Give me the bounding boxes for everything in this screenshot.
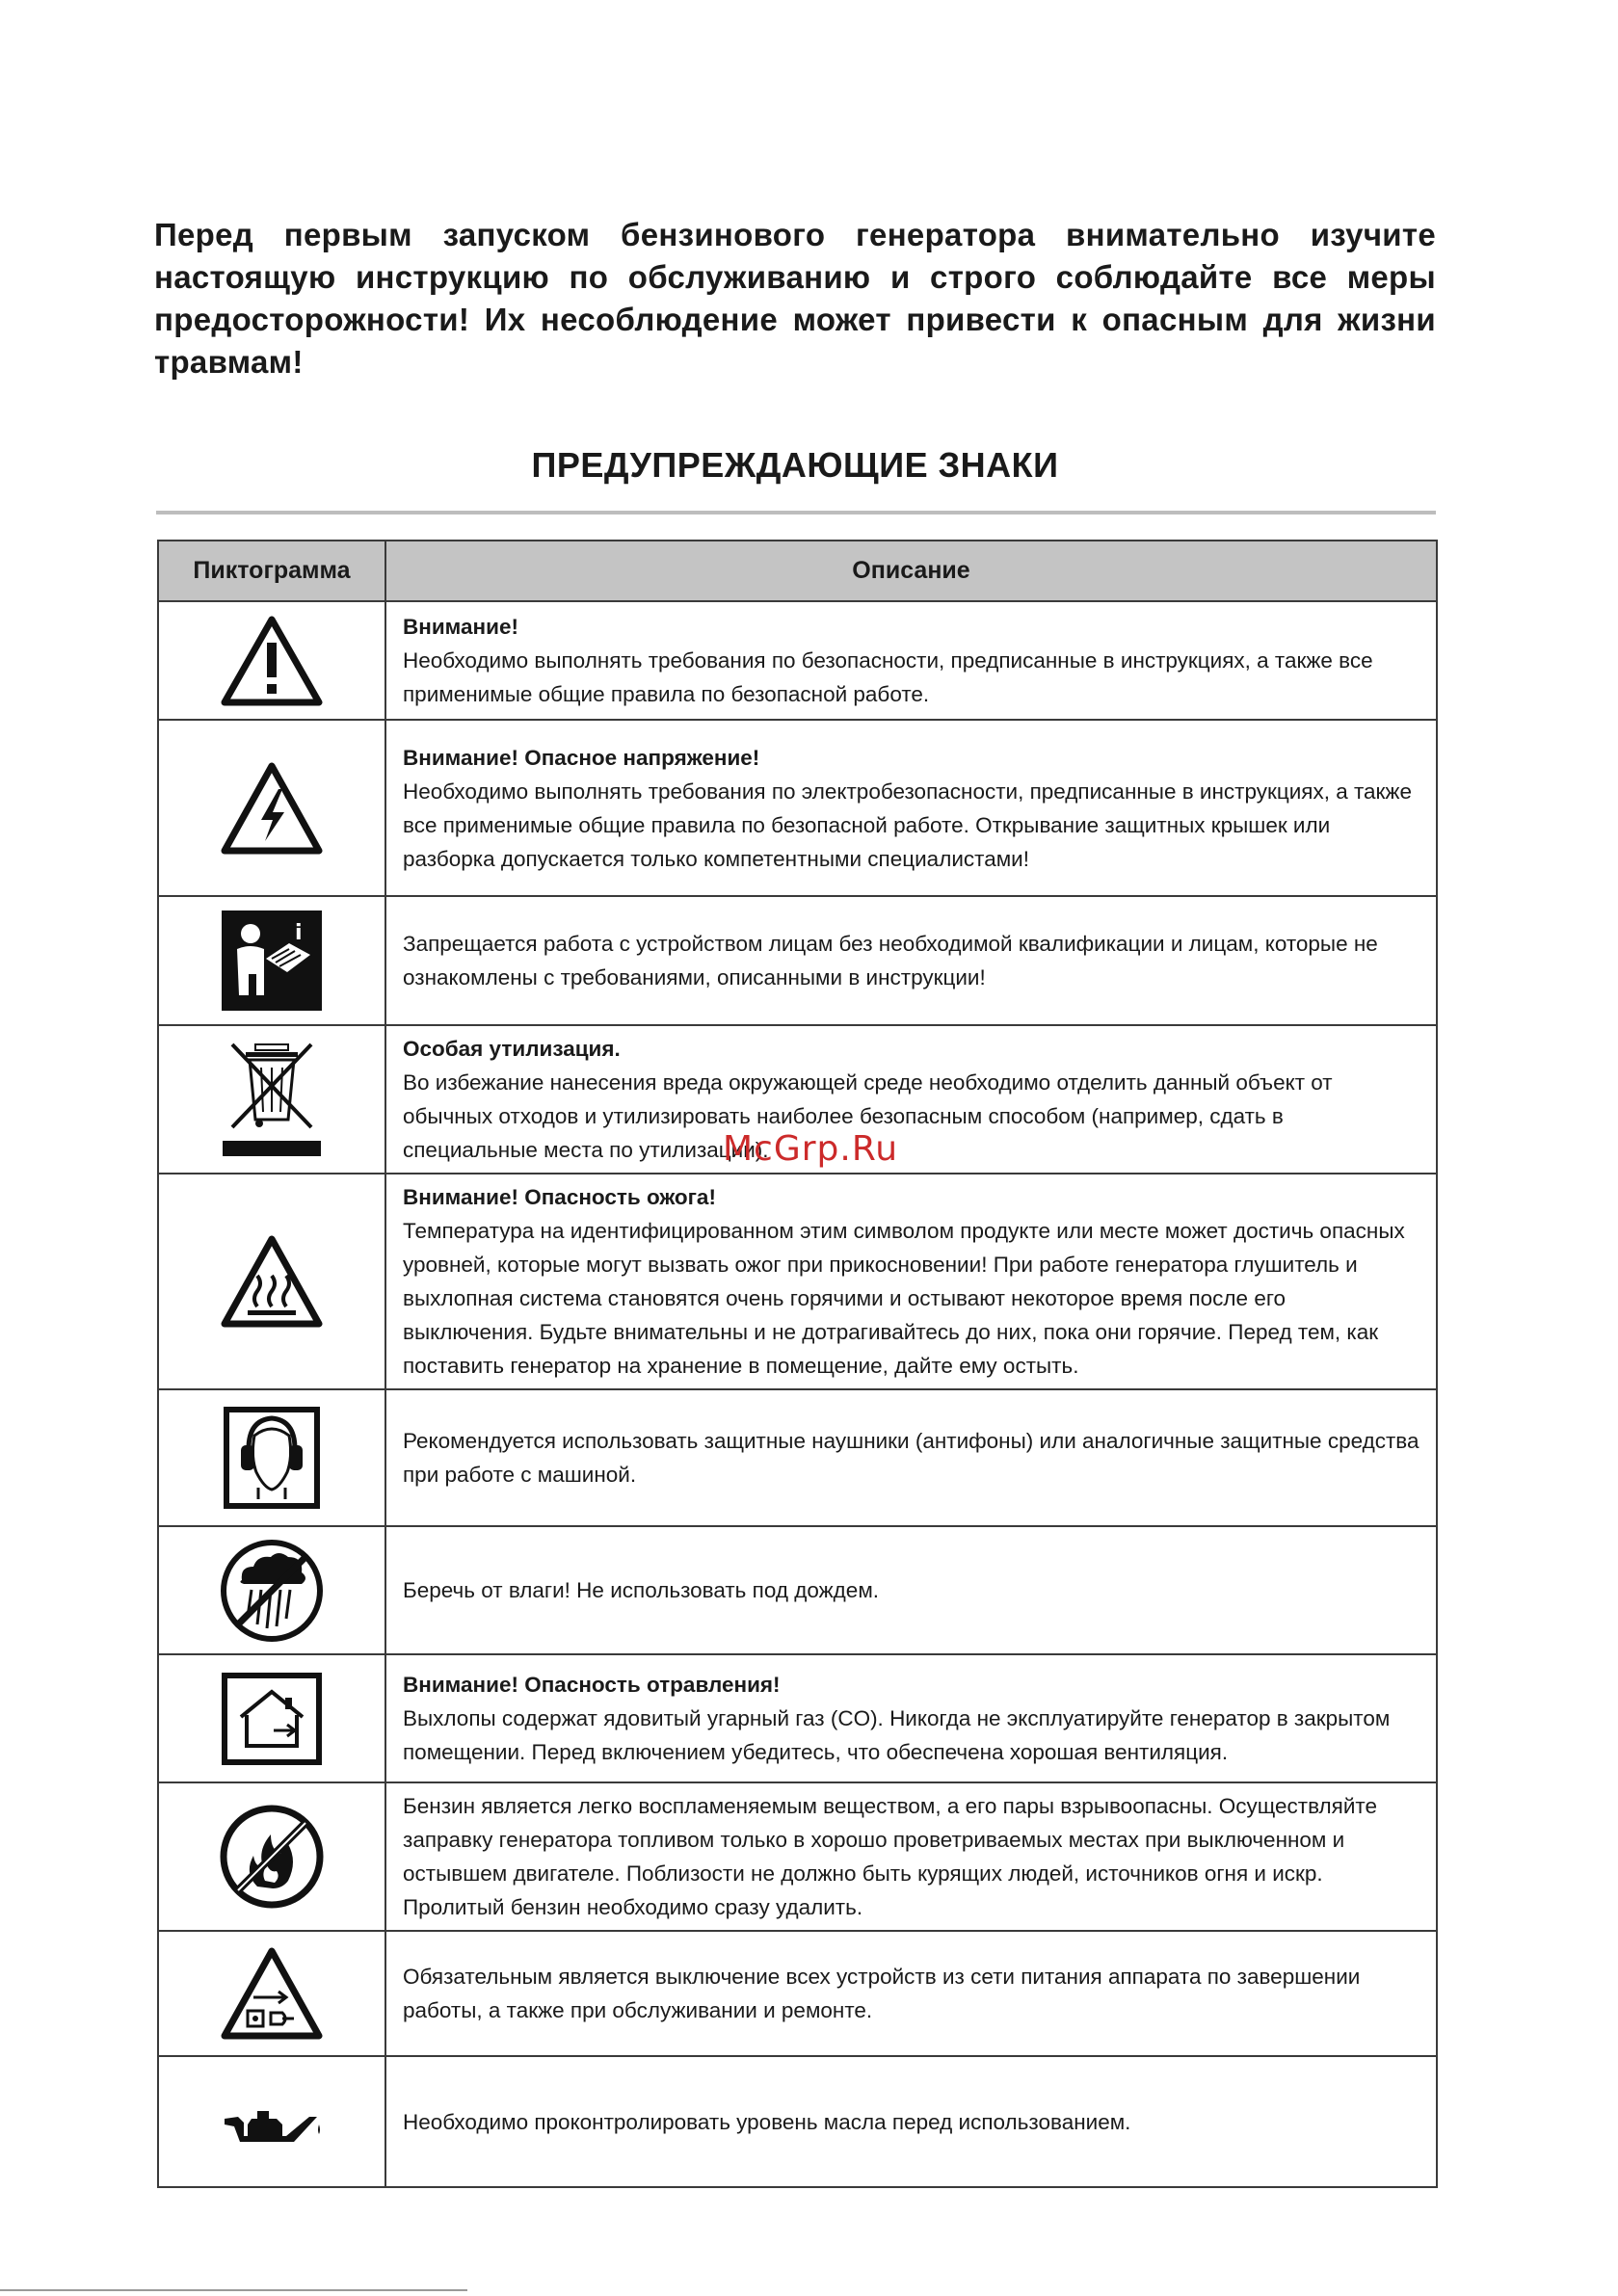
row-text: Необходимо проконтролировать уровень масла перед использованием. bbox=[403, 2109, 1131, 2134]
no-fire-icon bbox=[219, 1804, 325, 1910]
row-text: Обязательным является выключение всех устройств из сети питания аппарата по завершении работы, а также при обслуживании и ремонте. bbox=[403, 1965, 1361, 2022]
watermark: McGrp.Ru bbox=[723, 1129, 899, 1169]
row-text: Необходимо выполнять требования по электробезопасности, предписанные в инструкциях, а также все применимые общие правила по безопасной работе. Открывание защитных крышек или разборка допускается только компетентными специалистами! bbox=[403, 779, 1412, 871]
row-title: Внимание! bbox=[403, 615, 518, 639]
row-title: Внимание! Опасное напряжение! bbox=[403, 745, 760, 770]
oil-can-icon bbox=[219, 2098, 325, 2146]
table-row bbox=[158, 1654, 1437, 1782]
title-divider bbox=[156, 511, 1436, 515]
no-rain-icon bbox=[219, 1538, 325, 1644]
pictogram-cell bbox=[158, 1526, 385, 1654]
description-cell bbox=[385, 1654, 1437, 1782]
description-cell bbox=[385, 601, 1437, 720]
warning-triangle-icon bbox=[219, 614, 325, 708]
table-row bbox=[158, 896, 1437, 1025]
description-cell bbox=[385, 896, 1437, 1025]
table-row bbox=[158, 720, 1437, 896]
footer-line bbox=[0, 2289, 467, 2291]
warning-signs-table bbox=[157, 540, 1438, 2188]
row-text: Необходимо выполнять требования по безопасности, предписанные в инструкциях, а также все применимые общие правила по безопасной работе. bbox=[403, 648, 1373, 706]
read-manual-icon bbox=[222, 910, 322, 1011]
pictogram-cell bbox=[158, 1389, 385, 1526]
table-row bbox=[158, 1931, 1437, 2056]
row-text: Выхлопы содержат ядовитый угарный газ (CO). Никогда не эксплуатируйте генератор в закрытом помещении. Перед включением убедитесь, что обеспечена хорошая вентиляция. bbox=[403, 1706, 1391, 1764]
high-voltage-icon bbox=[219, 760, 325, 857]
pictogram-cell bbox=[158, 1782, 385, 1931]
description-cell bbox=[385, 1174, 1437, 1389]
header-pictogram: Пиктограмма bbox=[158, 541, 385, 601]
pictogram-cell bbox=[158, 1025, 385, 1174]
pictogram-cell bbox=[158, 2056, 385, 2187]
hot-surface-icon bbox=[219, 1233, 325, 1330]
table-row bbox=[158, 601, 1437, 720]
row-text: Бензин является легко воспламеняемым веществом, а его пары взрывоопасны. Осуществляйте заправку генератора топливом только в хорошо проветриваемых местах при выключенном и остывшем двигателе. Поблизости не должно быть курящих людей, источников огня и искр. Пролитый бензин необходимо сразу удалить. bbox=[403, 1794, 1377, 1919]
table-row bbox=[158, 1389, 1437, 1526]
description-cell bbox=[385, 1782, 1437, 1931]
description-cell bbox=[385, 2056, 1437, 2187]
row-title: Внимание! Опасность ожога! bbox=[403, 1185, 716, 1209]
description-cell bbox=[385, 1025, 1437, 1174]
intro-warning-text: Перед первым запуском бензинового генератора внимательно изучите настоящую инструкцию по обслуживанию и строго соблюдайте все меры предосторожности! Их несоблюдение может привести к опасным для жизни травмам! bbox=[154, 217, 1436, 380]
pictogram-cell bbox=[158, 896, 385, 1025]
crossed-bin-icon bbox=[219, 1039, 325, 1160]
row-title: Внимание! Опасность отравления! bbox=[403, 1673, 781, 1697]
unplug-warning-icon bbox=[219, 1945, 325, 2042]
description-cell bbox=[385, 1526, 1437, 1654]
pictogram-cell bbox=[158, 1931, 385, 2056]
svg-text:i: i bbox=[295, 921, 303, 945]
row-text: Во избежание нанесения вреда окружающей среде необходимо отделить данный объект от обычных отходов и утилизировать наиболее безопасным способом (например, сдать в специальные места по утилизации). bbox=[403, 1070, 1333, 1162]
pictogram-cell bbox=[158, 601, 385, 720]
section-title: ПРЕДУПРЕЖДАЮЩИЕ ЗНАКИ bbox=[531, 445, 1059, 485]
pictogram-cell bbox=[158, 1174, 385, 1389]
table-row bbox=[158, 1782, 1437, 1931]
row-text: Запрещается работа с устройством лицам без необходимой квалификации и лицам, которые не ознакомлены с требованиями, описанными в инструкции! bbox=[403, 932, 1378, 990]
row-title: Особая утилизация. bbox=[403, 1037, 621, 1061]
table-row bbox=[158, 1174, 1437, 1389]
pictogram-cell bbox=[158, 1654, 385, 1782]
row-text: Рекомендуется использовать защитные наушники (антифоны) или аналогичные защитные средства при работе с машиной. bbox=[403, 1429, 1419, 1487]
description-cell bbox=[385, 1389, 1437, 1526]
exhaust-house-icon bbox=[222, 1673, 322, 1765]
description-cell bbox=[385, 720, 1437, 896]
description-cell bbox=[385, 1931, 1437, 2056]
table-row bbox=[158, 2056, 1437, 2187]
pictogram-cell bbox=[158, 720, 385, 896]
header-description: Описание bbox=[385, 541, 1437, 601]
table-row bbox=[158, 1526, 1437, 1654]
row-text: Температура на идентифицированном этим символом продукте или месте может достичь опасных уровней, которые могут вызвать ожог при прикосновении! При работе генератора глушитель и выхлопная система становятся очень горячими и остывают некоторое время после его выключения. Будьте внимательны и не дотрагивайтесь до них, пока они горячие. Перед тем, как поставить генератор на хранение в помещение, дайте ему остыть. bbox=[403, 1219, 1405, 1378]
table-header-row bbox=[158, 541, 1437, 601]
ear-protection-icon bbox=[224, 1407, 320, 1509]
row-text: Беречь от влаги! Не использовать под дождем. bbox=[403, 1578, 880, 1602]
